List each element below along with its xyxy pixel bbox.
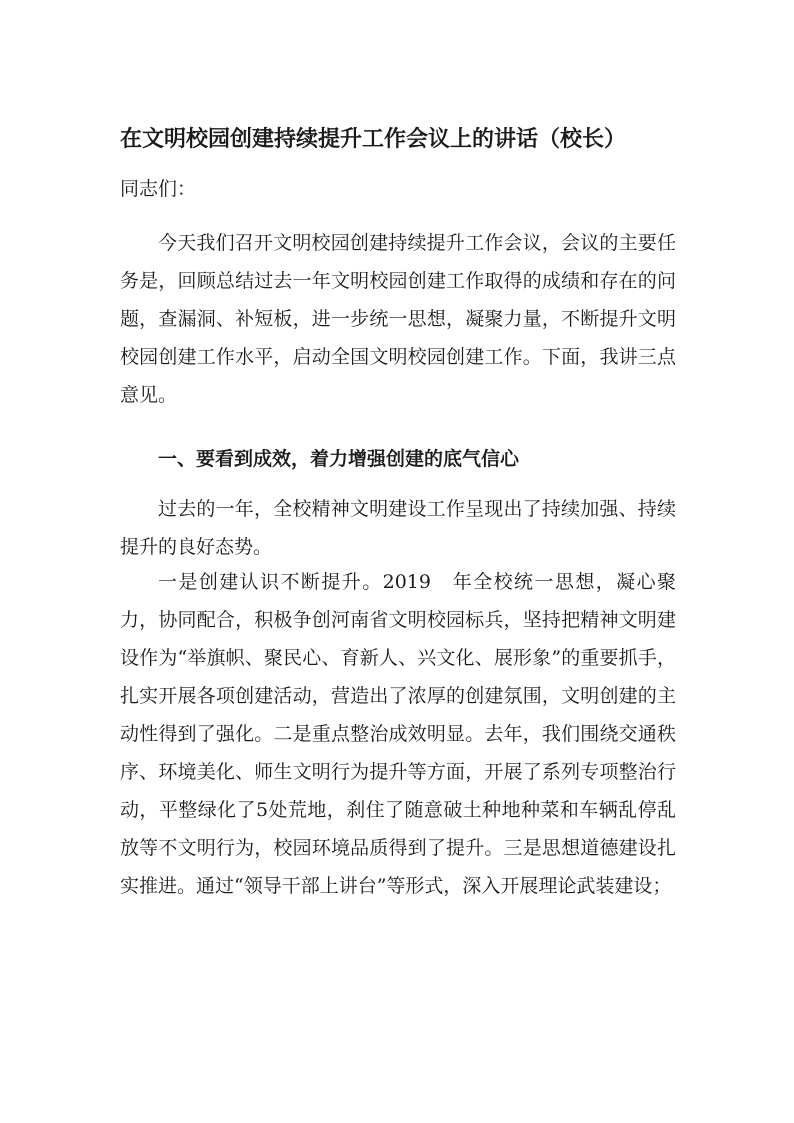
paragraph-achievements: 一是创建认识不断提升。2019 年全校统一思想，凝心聚力，协同配合，积极争创河南省文明校园标兵，坚持把精神文明建设作为“举旗帜、聚民心、育新人、兴文化、展形象”的重要抓手，扎实开展各项创建活动，营造出了浓厚的创建氛围，文明创建的主动性得到了强化。二是重点整治成效明显。去年，我们围绕交通秩序、环境美化、师生文明行为提升等方面，开展了系列专项整治行动，平整绿化了5处荒地，刹住了随意破土种地种菜和车辆乱停乱放等不文明行为，校园环境品质得到了提升。三是思想道德建设扎实推进。通过“领导干部上讲台”等形式，深入开展理论武装建设； xyxy=(120,571,676,897)
document-title: 在文明校园创建持续提升工作会议上的讲话（校长） xyxy=(120,127,627,152)
paragraph-summary: 过去的一年，全校精神文明建设工作呈现出了持续加强、持续提升的良好态势。 xyxy=(120,498,676,558)
section-heading: 一、要看到成效，着力增强创建的底气信心 xyxy=(158,448,520,470)
salutation: 同志们： xyxy=(120,178,197,200)
paragraph-intro: 今天我们召开文明校园创建持续提升工作会议，会议的主要任务是，回顾总结过去一年文明校园创建工作取得的成绩和存在的问题，查漏洞、补短板，进一步统一思想，凝聚力量，不断提升文明校园创建工作水平，启动全国文明校园创建工作。下面，我讲三点意见。 xyxy=(120,232,676,406)
